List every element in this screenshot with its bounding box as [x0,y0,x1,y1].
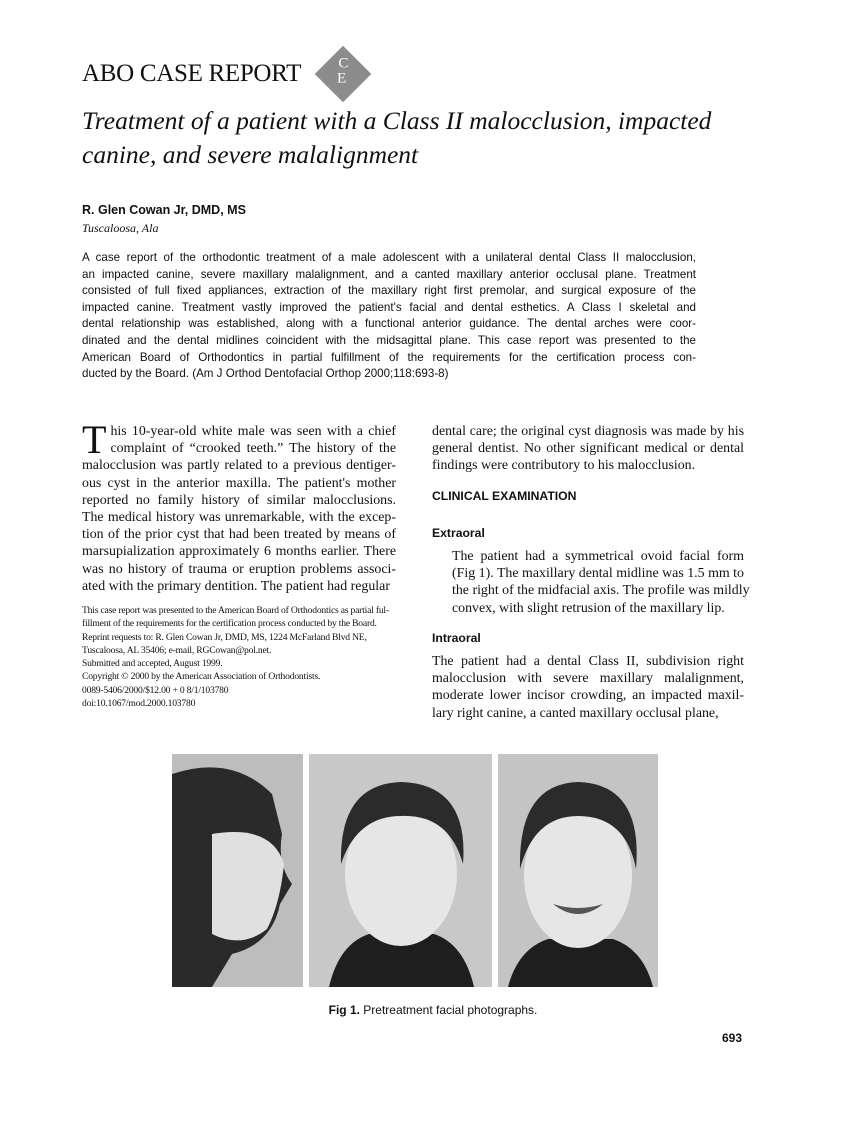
text-line: moderate lower incisor crowding, an impacted maxil- [432,688,744,704]
intro-paragraph [82,417,396,595]
ce-badge-logo [315,46,372,103]
text-line: Submitted and accepted, August 1999. [82,658,223,670]
badge-letter-e: E [337,70,347,87]
extraoral-paragraph [432,548,750,617]
text-line: reported no family history of similar malocclusions. [82,492,396,508]
figure-caption [0,1003,866,1017]
subheading-intraoral: Intraoral [432,630,481,645]
text-line: consisted of full fixed appliances, extraction of the maxillary right first premolar, and surgical exposure of the [82,284,696,298]
text-line: Reprint requests to: R. Glen Cowan Jr, DMD, MS, 1224 McFarland Blvd NE, [82,631,367,643]
text-line: convex, with slight retrusion of the maxillary lip. [452,600,725,616]
text-line: findings were contributory to his malocclusion. [432,458,696,474]
text-line: The patient had a symmetrical ovoid facial form [452,549,744,565]
page-number: 693 [722,1031,743,1045]
text-line: ous cyst in the anterior maxilla. The patient's mother [82,475,396,491]
affiliation: Tuscaloosa, Ala [82,221,159,235]
abstract [82,250,696,383]
drop-cap: T [82,417,107,462]
section-heading: CLINICAL EXAMINATION [432,488,577,503]
intro-continued [432,423,744,475]
subheading-extraoral: Extraoral [432,525,485,540]
photo-frontal [309,754,492,987]
text-line: lary right canine, a canted maxillary occlusal plane, [432,705,719,721]
text-line: dinated and the dental midlines coincident with the midsagittal plane. This case report was presented to the [82,333,696,347]
text-line: fillment of the requirements for the certification process conducted by the Board. [82,618,377,630]
text-line: dental relationship was established, along with a functional anterior guidance. The dental arches were coor- [82,317,696,331]
article-title: Treatment of a patient with a Class II malocclusion, impacted canine, and severe malalignment [82,106,712,169]
text-line: an impacted canine, severe maxillary malalignment, and a canted maxillary anterior occlusal plane. Treatment [82,267,696,281]
text-line: American Board of Orthodontics in partial fulfillment of the requirements for the certification process con- [82,350,696,364]
text-line: 0089-5406/2000/$12.00 + 0 8/1/103780 [82,684,229,696]
text-line: general dentist. No other significant medical or dental [432,441,744,457]
text-line: ducted by the Board. (Am J Orthod Dentofacial Orthop 2000;118:693-8) [82,367,449,381]
text-line: (Fig 1). The maxillary dental midline was 1.5 mm to [452,566,744,582]
text-line: was no history of trauma or eruption problems associ- [82,561,396,577]
text-line: dental care; the original cyst diagnosis was made by his [432,424,744,439]
header [82,54,363,94]
left-column [82,417,396,595]
intraoral-paragraph [432,653,744,722]
text-line: This case report was presented to the American Board of Orthodontics as partial ful- [82,605,389,616]
right-column [432,423,750,722]
text-line: malocclusion was partly related to a previous dentiger- [82,458,396,474]
figure-caption-text: Pretreatment facial photographs. [359,1003,538,1017]
footnote [82,604,396,710]
text-line: doi:10.1067/mod.2000.103780 [82,698,196,710]
text-line: impacted canine. Treatment vastly improved the patient's facial and dental esthetics. A Class I skeletal and [82,300,696,314]
text-line: his 10-year-old white male was seen with a chief [110,424,396,439]
text-line: The medical history was unremarkable, with the excep- [82,510,396,526]
text-line: malocclusion with severe maxillary malalignment, [432,671,744,687]
text-line: Tuscaloosa, AL 35406; e-mail, RGCowan@pol.net. [82,644,272,656]
badge-letter-c: C [338,55,349,72]
text-line: Copyright © 2000 by the American Association of Orthodontists. [82,671,321,683]
text-line: ated with the primary dentition. The patient had regular [82,578,390,594]
text-line: complaint of “crooked teeth.” The history of the [110,441,396,457]
section-label: ABO CASE REPORT [82,60,302,87]
figure-1 [172,754,658,987]
text-line: the right of the midfacial axis. The profile was mildly [452,583,750,599]
figure-label: Fig 1. [328,1003,360,1017]
photo-profile [172,754,303,987]
text-line: tion of the prior cyst that had been treated by means of [82,527,396,543]
text-line: marsupialization approximately 6 months earlier. There [82,544,396,560]
author: R. Glen Cowan Jr, DMD, MS [82,203,246,217]
photo-smiling [498,754,658,987]
text-line: The patient had a dental Class II, subdivision right [432,654,744,670]
text-line: A case report of the orthodontic treatment of a male adolescent with a unilateral dental Class II malocclusion, [82,251,696,264]
